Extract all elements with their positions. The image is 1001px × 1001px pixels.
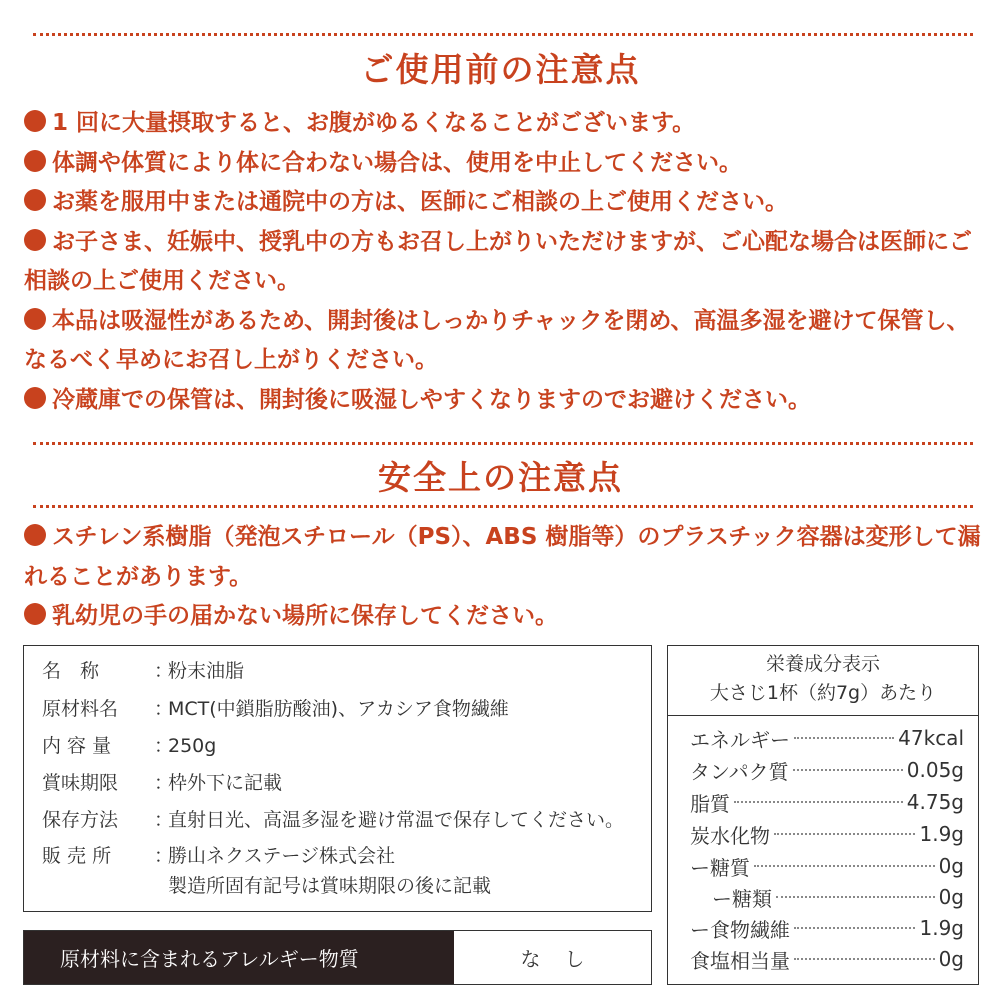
nutrition-value: 4.75g — [906, 790, 964, 814]
note-item — [24, 104, 984, 144]
info-separator: ： — [154, 809, 174, 831]
nutrition-header — [668, 646, 978, 716]
bullet-icon — [24, 603, 46, 625]
nutrition-row — [712, 881, 964, 913]
allergy-label: 原材料に含まれるアレルギー物質 — [24, 931, 454, 984]
note-item — [24, 223, 984, 302]
info-separator: ： — [154, 660, 174, 682]
info-row-storage — [42, 805, 645, 835]
nutrition-row — [690, 786, 964, 818]
info-separator: ： — [154, 735, 174, 757]
section1-title: ご使用前の注意点 — [360, 50, 641, 89]
section1-notes — [24, 104, 984, 420]
nutrition-name: タンパク質 — [690, 759, 789, 784]
nutrition-row — [690, 943, 964, 975]
middle-divider — [33, 442, 973, 445]
leader-dots — [774, 833, 915, 835]
info-value: 粉末油脂 — [168, 660, 245, 682]
nutrition-value: 0g — [938, 885, 964, 909]
info-separator: ： — [154, 772, 174, 794]
info-value: 250g — [168, 735, 217, 757]
note-item — [24, 144, 984, 184]
note-item — [24, 183, 984, 223]
info-separator: ： — [154, 845, 174, 867]
nutrition-value: 47kcal — [898, 726, 964, 750]
top-divider — [33, 33, 973, 36]
note-item — [24, 381, 984, 421]
nutrition-row — [690, 850, 964, 882]
nutrition-name: 脂質 — [690, 791, 730, 816]
leader-dots — [794, 958, 935, 960]
info-row-name — [42, 656, 645, 686]
info-label: 原材料名 — [42, 698, 119, 720]
info-row-ingredients — [42, 694, 645, 724]
nutrition-row — [690, 912, 964, 944]
nutrition-row — [690, 754, 964, 786]
note-text: お薬を服用中または通院中の方は、医師にご相談の上ご使用ください。 — [52, 189, 788, 215]
info-value-note: 製造所固有記号は賞味期限の後に記載 — [168, 875, 492, 897]
info-label: 販 売 所 — [42, 845, 112, 867]
info-label: 保存方法 — [42, 809, 119, 831]
leader-dots — [793, 769, 903, 771]
note-text: 1 回に大量摂取すると、お腹がゆるくなることがございます。 — [52, 110, 696, 136]
leader-dots — [734, 801, 903, 803]
nutrition-name: ー糖質 — [690, 855, 750, 880]
note-text: 本品は吸湿性があるため、開封後はしっかりチャックを閉め、高温多湿を避けて保管し、なるべく早めにお召し上がりください。 — [24, 307, 970, 373]
nutrition-value: 1.9g — [919, 822, 964, 846]
nutrition-serving: 大さじ1杯（約7g）あたり — [709, 682, 937, 704]
nutrition-row — [690, 818, 964, 850]
info-separator: ： — [154, 698, 174, 720]
bullet-icon — [24, 308, 46, 330]
info-row-seller — [42, 841, 645, 897]
bullet-icon — [24, 229, 46, 251]
section2-title: 安全上の注意点 — [378, 458, 623, 497]
nutrition-value: 0g — [938, 947, 964, 971]
nutrition-title: 栄養成分表示 — [765, 653, 880, 675]
nutrition-value: 0g — [938, 854, 964, 878]
nutrition-table — [667, 645, 979, 985]
note-item — [24, 597, 984, 637]
leader-dots — [794, 927, 915, 929]
info-row-expiry — [42, 768, 645, 798]
allergy-value: なし — [520, 947, 609, 971]
allergy-table — [23, 930, 652, 985]
leader-dots — [754, 865, 935, 867]
note-text: 冷蔵庫での保管は、開封後に吸湿しやすくなりますのでお避けください。 — [52, 386, 811, 413]
info-value: MCT(中鎖脂肪酸油)、アカシア食物繊維 — [168, 698, 509, 720]
info-label: 賞味期限 — [42, 772, 119, 794]
nutrition-row — [690, 722, 964, 754]
bullet-icon — [24, 524, 46, 546]
nutrition-name: エネルギー — [690, 727, 790, 752]
info-value: 枠外下に記載 — [168, 772, 283, 794]
note-text: 乳幼児の手の届かない場所に保存してください。 — [52, 603, 558, 629]
bullet-icon — [24, 110, 46, 132]
info-label: 内 容 量 — [42, 735, 112, 757]
bullet-icon — [24, 189, 46, 211]
info-value: 直射日光、高温多湿を避け常温で保存してください。 — [168, 809, 625, 831]
note-text: 体調や体質により体に合わない場合は、使用を中止してください。 — [52, 149, 742, 176]
nutrition-value: 1.9g — [919, 916, 964, 940]
nutrition-name: 炭水化物 — [690, 823, 770, 848]
note-item — [24, 302, 984, 381]
nutrition-value: 0.05g — [906, 758, 964, 782]
note-item — [24, 518, 984, 597]
info-label: 名 称 — [42, 660, 100, 682]
bullet-icon — [24, 387, 46, 409]
info-value: 勝山ネクステージ株式会社 — [168, 845, 396, 867]
note-text: お子さま、妊娠中、授乳中の方もお召し上がりいただけますが、ご心配な場合は医師にご相談の上ご使用ください。 — [24, 228, 972, 294]
leader-dots — [794, 737, 894, 739]
section2-divider — [33, 505, 973, 508]
leader-dots — [776, 896, 935, 898]
bullet-icon — [24, 150, 46, 172]
section2-notes — [24, 518, 984, 637]
note-text: スチレン系樹脂（発泡スチロール（PS）、ABS 樹脂等）のプラスチック容器は変形して漏れることがあります。 — [24, 524, 981, 590]
nutrition-name: ー食物繊維 — [690, 917, 790, 942]
nutrition-name: ー糖類 — [712, 886, 772, 911]
info-row-content — [42, 731, 645, 761]
product-info-table — [23, 645, 652, 912]
nutrition-name: 食塩相当量 — [690, 948, 790, 973]
